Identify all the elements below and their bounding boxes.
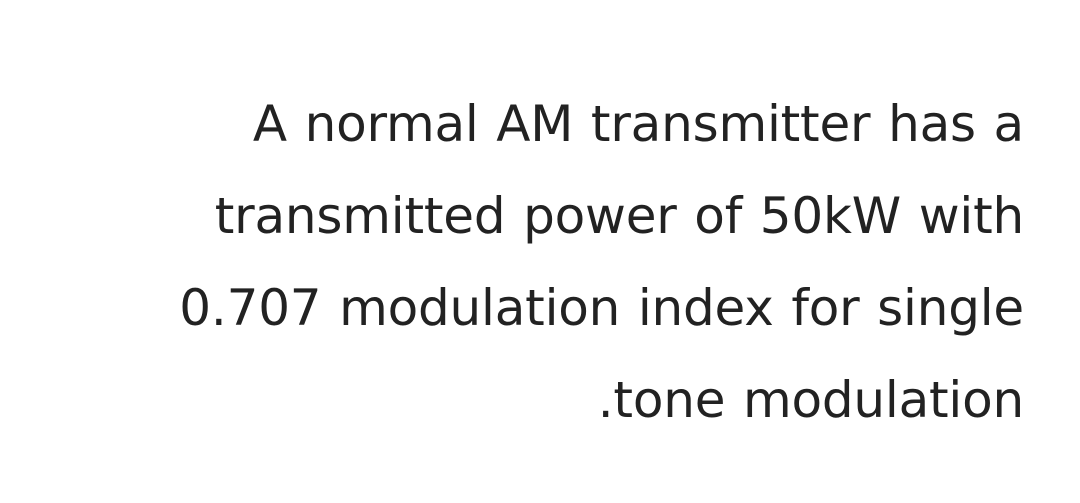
message-line-2: transmitted power of 50kW with <box>214 187 1024 245</box>
message-text <box>24 78 1024 446</box>
message-line-3: 0.707 modulation index for single <box>179 279 1024 337</box>
message-line-4: .tone modulation <box>597 371 1024 429</box>
message-line-1: A normal AM transmitter has a <box>252 95 1024 153</box>
